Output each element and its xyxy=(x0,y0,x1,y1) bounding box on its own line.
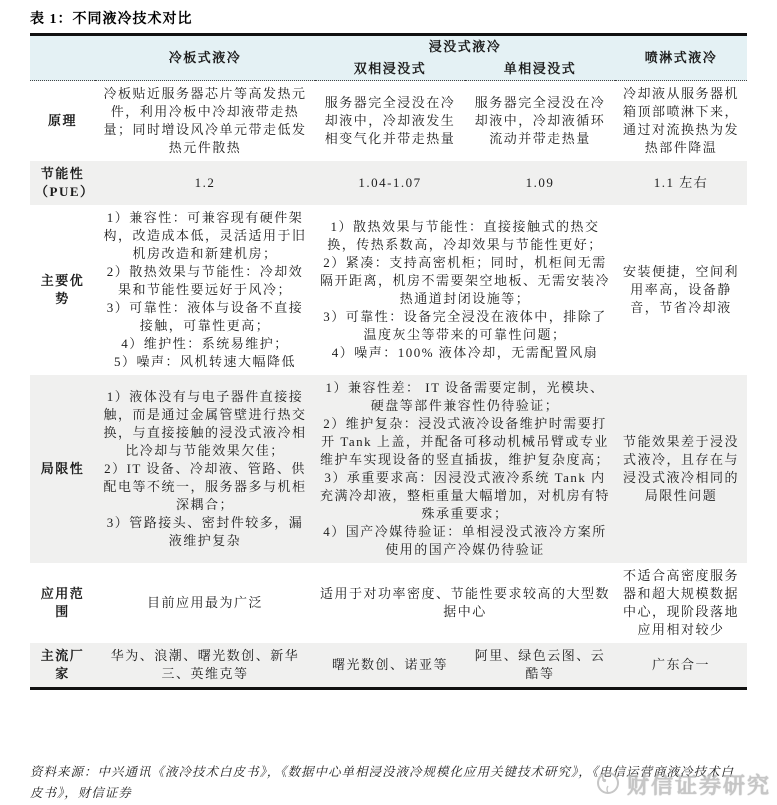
header-col-single-phase: 单相浸没式 xyxy=(465,58,615,81)
table-header xyxy=(30,35,747,81)
pue-label-line2: （PUE） xyxy=(35,184,95,199)
advantages-plate-cell: 1）兼容性：可兼容现有硬件架构，改造成本低，灵活适用于旧机房改造和新建机房； 2）散热效果与节能性：冷却效果和节能性要远好于风冷； 3）可靠性：液体与设备不直接接触，可靠性更高； 4）维护性：系统易维护； 5）噪声：风机转速大幅降低 xyxy=(103,210,307,369)
row-vendors xyxy=(30,643,747,689)
header-corner-cell xyxy=(30,35,95,81)
table-body xyxy=(30,81,747,689)
application-plate-cell: 目前应用最为广泛 xyxy=(146,595,263,610)
header-row-group xyxy=(30,35,747,59)
row-application xyxy=(30,563,747,643)
limitations-plate-cell: 1）液体没有与电子器件直接接触，而是通过金属管壁进行热交换，与直接接触的浸没式液冷相比冷却与节能效果欠佳； 2）IT 设备、冷却液、管路、供配电等不统一，服务器多与机柜深耦合； 3）管路接头、密封件较多，漏液维护复杂 xyxy=(95,375,315,563)
row-label-advantages: 主要优势 xyxy=(40,273,85,306)
principle-plate-cell: 冷板贴近服务器芯片等高发热元件，利用冷板中冷却液带走热量；同时增设风冷单元带走低发热元件散热 xyxy=(95,81,315,162)
header-col-spray: 喷淋式液冷 xyxy=(615,35,747,81)
application-immersion-cell: 适用于对功率密度、节能性要求较高的大型数据中心 xyxy=(320,586,611,619)
row-label-application: 应用范围 xyxy=(40,586,85,619)
vendors-spray-cell: 广东合一 xyxy=(615,643,747,689)
pue-plate-cell: 1.2 xyxy=(95,161,315,205)
row-label-principle: 原理 xyxy=(30,81,95,162)
source-note: 资料来源：中兴通讯《液冷技术白皮书》，《数据中心单相浸没液冷规模化应用关键技术研究》，《电信运营商液冷技术白皮书》，财信证券 xyxy=(30,765,735,800)
header-col-plate: 冷板式液冷 xyxy=(95,35,315,81)
row-principle xyxy=(30,81,747,162)
advantages-spray-cell: 安装便捷，空间利用率高，设备静音，节省冷却液 xyxy=(623,264,740,315)
vendors-single-phase-cell: 阿里、绿色云图、云酷等 xyxy=(465,643,615,689)
row-label-vendors: 主流厂家 xyxy=(30,643,95,689)
principle-two-phase-cell: 服务器完全浸没在冷却液中，冷却液发生相变气化并带走热量 xyxy=(315,81,465,162)
table-title: 表 1：不同液冷技术对比 xyxy=(30,12,193,27)
limitations-immersion-cell: 1）兼容性差： IT 设备需要定制，光模块、硬盘等部件兼容性仍待验证； 2）维护复杂：浸没式液冷设备维护时需要打开 Tank 上盖，并配备可移动机械吊臂或专业维护车实现设备的竖直插拔，维护复杂度高； 3）承重要求高：因浸没式液冷系统 Tank 内充满冷却液，整柜重量大幅增加，对机房有特殊承重要求； 4）国产冷媒待验证：单相浸没式液冷方案所使用的国产冷媒仍待验证 xyxy=(315,375,615,563)
principle-single-phase-cell: 服务器完全浸没在冷却液中，冷却液循环流动并带走热量 xyxy=(465,81,615,162)
application-spray-cell: 不适合高密度服务器和超大规模数据中心，现阶段落地应用相对较少 xyxy=(623,568,740,637)
pue-two-phase-cell: 1.04-1.07 xyxy=(315,161,465,205)
row-limitations xyxy=(30,375,747,563)
row-pue xyxy=(30,161,747,205)
principle-spray-cell: 冷却液从服务器机箱顶部喷淋下来，通过对流换热为发热部件降温 xyxy=(615,81,747,162)
header-col-immersion-group: 浸没式液冷 xyxy=(315,35,615,59)
cooling-comparison-table xyxy=(30,33,747,690)
watermark-text: 财信证券研究 xyxy=(626,773,771,798)
row-label-limitations: 局限性 xyxy=(30,375,95,563)
pue-spray-cell: 1.1 左右 xyxy=(615,161,747,205)
header-col-two-phase: 双相浸没式 xyxy=(315,58,465,81)
limitations-spray-cell: 节能效果差于浸没式液冷，且存在与浸没式液冷相同的局限性问题 xyxy=(615,375,747,563)
row-advantages xyxy=(30,205,747,375)
row-label-pue xyxy=(30,161,95,205)
vendors-plate-cell: 华为、浪潮、曙光数创、新华三、英维克等 xyxy=(95,643,315,689)
vendors-two-phase-cell: 曙光数创、诺亚等 xyxy=(315,643,465,689)
pue-label-line1: 节能性 xyxy=(40,166,85,181)
advantages-immersion-cell: 1）散热效果与节能性：直接接触式的热交换，传热系数高，冷却效果与节能性更好； 2）紧凑：支持高密机柜；同时，机柜间无需隔开距离，机房不需要架空地板、无需安装冷热通道封闭设施等； 3）可靠性：设备完全浸没在液体中，排除了温度灰尘等带来的可靠性问题； 4）噪声：100% 液体冷却，无需配置风扇 xyxy=(320,219,611,360)
pue-single-phase-cell: 1.09 xyxy=(465,161,615,205)
